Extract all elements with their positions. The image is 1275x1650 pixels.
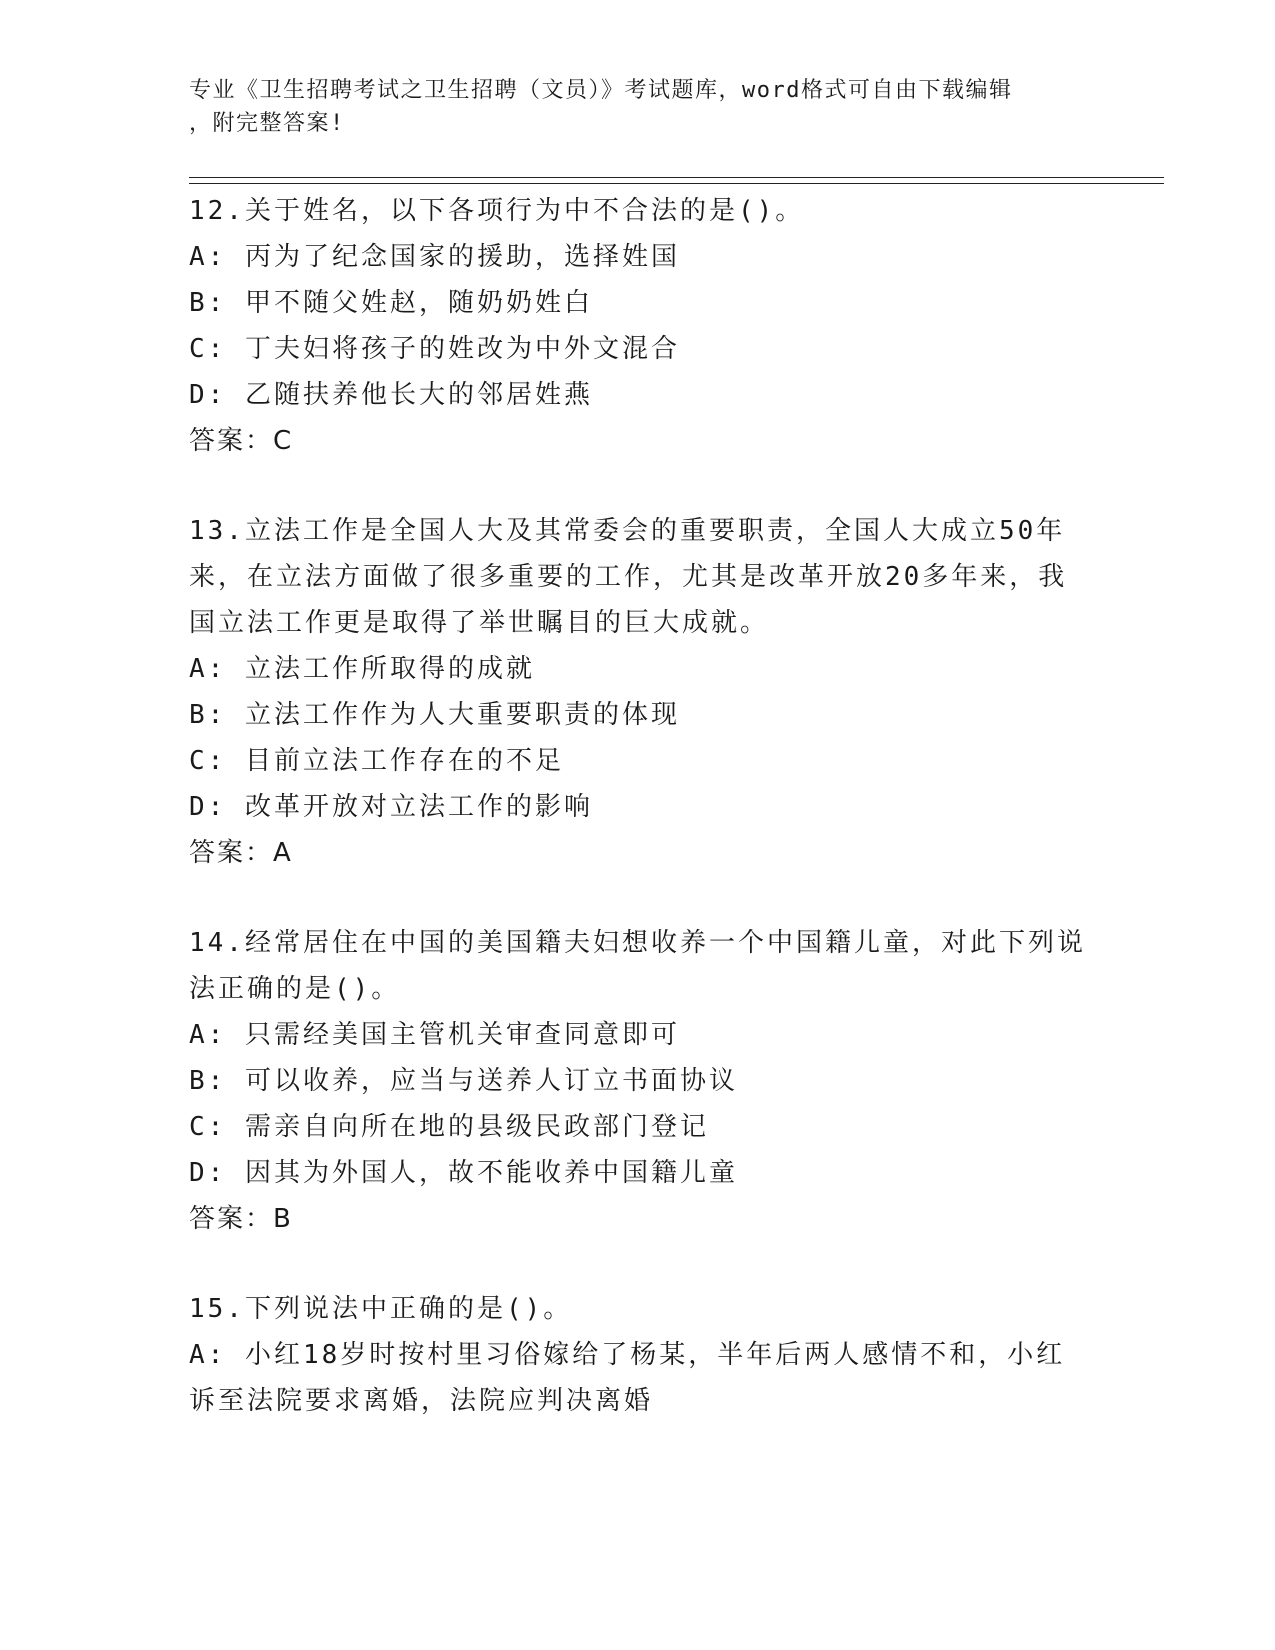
option-d: D: 乙随扶养他长大的邻居姓燕 <box>189 380 593 410</box>
question-list <box>189 188 1089 1424</box>
question-stem: 13.立法工作是全国人大及其常委会的重要职责，全国人大成立50年来，在立法方面做了很多重要的工作，尤其是改革开放20多年来，我国立法工作更是取得了举世瞩目的巨大成就。 <box>189 516 1068 638</box>
question-stem: 14.经常居住在中国的美国籍夫妇想收养一个中国籍儿童，对此下列说法正确的是()。 <box>189 928 1086 1004</box>
option-a: A: 只需经美国主管机关审查同意即可 <box>189 1020 680 1050</box>
option-c: C: 目前立法工作存在的不足 <box>189 746 564 776</box>
question-stem: 12.关于姓名，以下各项行为中不合法的是()。 <box>189 196 805 226</box>
header-line-2: ，附完整答案! <box>189 111 345 136</box>
option-b: B: 立法工作作为人大重要职责的体现 <box>189 700 680 730</box>
answer-line: 答案：C <box>189 426 294 456</box>
header-divider-top <box>189 177 1164 178</box>
question-12 <box>189 188 1089 464</box>
answer-line: 答案：A <box>189 838 293 868</box>
question-13 <box>189 508 1089 876</box>
option-b: B: 可以收养，应当与送养人订立书面协议 <box>189 1066 738 1096</box>
option-a: A: 丙为了纪念国家的援助，选择姓国 <box>189 242 680 272</box>
option-b: B: 甲不随父姓赵，随奶奶姓白 <box>189 288 593 318</box>
header-divider-bottom <box>189 183 1164 184</box>
option-a: A: 小红18岁时按村里习俗嫁给了杨某，半年后两人感情不和，小红诉至法院要求离婚，法院应判决离婚 <box>189 1340 1066 1416</box>
question-15 <box>189 1286 1089 1424</box>
question-stem: 15.下列说法中正确的是()。 <box>189 1294 573 1324</box>
option-a: A: 立法工作所取得的成就 <box>189 654 535 684</box>
option-d: D: 改革开放对立法工作的影响 <box>189 792 593 822</box>
document-header <box>189 74 1069 140</box>
header-line-1: 专业《卫生招聘考试之卫生招聘（文员）》考试题库，word格式可自由下载编辑 <box>189 78 1013 103</box>
option-d: D: 因其为外国人，故不能收养中国籍儿童 <box>189 1158 738 1188</box>
answer-line: 答案：B <box>189 1204 293 1234</box>
question-14 <box>189 920 1089 1242</box>
option-c: C: 丁夫妇将孩子的姓改为中外文混合 <box>189 334 680 364</box>
option-c: C: 需亲自向所在地的县级民政部门登记 <box>189 1112 709 1142</box>
